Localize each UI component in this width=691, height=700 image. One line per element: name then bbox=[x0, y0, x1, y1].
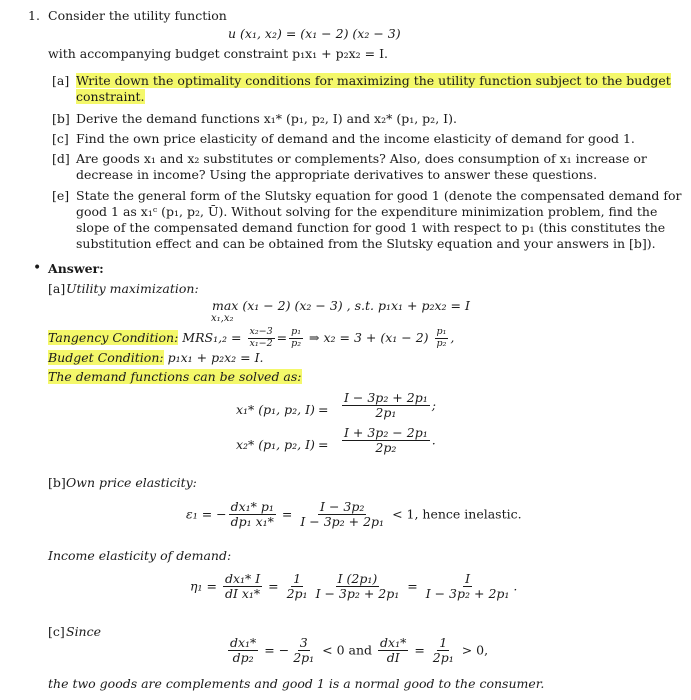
answer-c-label: [c] bbox=[48, 624, 65, 639]
x2-demand-rhs: $\frac{\text{I + 3p₂ − 2p₁}}{\text{2p₂}}$ . bbox=[344, 425, 436, 456]
tangency-frac-1: $\frac{\text{x₂−3}}{\text{x₁−2}}$ bbox=[249, 326, 273, 349]
part-e-line3: slope of the compensated demand function for good 1 with respect to p₁ (this constitutes the bbox=[76, 220, 666, 235]
question-number: 1. bbox=[28, 8, 40, 23]
part-d-line2: decrease in income? Using the appropriate derivatives to answer these questions. bbox=[76, 167, 598, 182]
tangency-frac-2: $\frac{\text{p₁}}{\text{p₂}}$ bbox=[291, 326, 302, 349]
answer-b-label: [b] bbox=[48, 475, 66, 490]
part-b-line1: Derive the demand functions x₁* (p₁, p₂, I) and x₂* (p₁, p₂, I). bbox=[76, 111, 457, 126]
budget-condition: Budget Condition: p₁x₁ + p₂x₂ = I. bbox=[48, 350, 264, 365]
max-expression: max (x₁ − 2) (x₂ − 3) , s.t. p₁x₁ + p₂x₂ = I bbox=[212, 298, 470, 313]
since-expression: $\frac{\text{dx₁*}}{\text{dp₂}}$ = − $\frac{3}{\text{2p₁}}$ < 0 and $\frac{\text{dx₁*}}{dI}$ = $\frac{1}{\text{2p₁}}$ > 0, bbox=[230, 635, 489, 666]
part-d-line1: Are goods x₁ and x₂ substitutes or complements? Also, does consumption of x₁ increase or bbox=[76, 151, 647, 166]
part-label: [b] bbox=[52, 111, 70, 126]
equals-sign: = bbox=[318, 402, 329, 417]
max-subscript: x₁,x₂ bbox=[211, 313, 234, 324]
x1-demand-lhs: x₁* (p₁, p₂, I) bbox=[236, 402, 315, 417]
part-c-line1: Find the own price elasticity of demand and the income elasticity of demand for good 1. bbox=[76, 131, 635, 146]
equals-sign: = bbox=[318, 437, 329, 452]
part-a-line1: Write down the optimality conditions for maximizing the utility function subject to the budget bbox=[76, 73, 671, 88]
part-e-line2: good 1 as x₁ᶜ (p₁, p₂, Ū). Without solving for the expenditure minimization problem, find the bbox=[76, 204, 658, 219]
budget-label: Budget Condition: bbox=[48, 350, 164, 365]
answer-heading: Answer: bbox=[48, 261, 104, 276]
answer-a-label: [a] bbox=[48, 281, 66, 296]
utility-equation: u (x₁, x₂) = (x₁ − 2) (x₂ − 3) bbox=[228, 26, 401, 41]
part-label: [a] bbox=[52, 73, 70, 88]
tangency-frac-3: $\frac{\text{p₁}}{\text{p₂}}$ bbox=[436, 326, 447, 349]
income-elasticity: η₁ = $\frac{\text{dx₁* I}}{\text{dI x₁*}}$ = $\frac{1}{\text{2p₁}}$ $\frac{\text{I (2p₁)}}{\text{I − 3p₂ + 2p₁}}$ = $\frac{I}{\text{I − 3p₂ + 2p₁}}$ . bbox=[190, 571, 518, 602]
part-label: [c] bbox=[52, 131, 69, 146]
budget-constraint-text: with accompanying budget constraint p₁x₁ + p₂x₂ = I. bbox=[48, 46, 389, 61]
answer-b-title: Own price elasticity: bbox=[66, 475, 197, 490]
part-e-line1: State the general form of the Slutsky equation for good 1 (denote the compensated demand for bbox=[76, 188, 682, 203]
answer-a-title: Utility maximization: bbox=[66, 281, 199, 296]
bullet-icon: • bbox=[33, 260, 42, 276]
x1-demand-rhs: $\frac{\text{I − 3p₂ + 2p₁}}{\text{2p₁}}$ ; bbox=[344, 390, 436, 421]
own-price-elasticity: ε₁ = − $\frac{\text{dx₁* p₁}}{\text{dp₁ x₁*}}$ = $\frac{\text{I − 3p₂}}{\text{I − 3p₂ + 2p₁}}$ < 1, hence inelastic. bbox=[186, 499, 522, 530]
question-intro: Consider the utility function bbox=[48, 8, 227, 23]
tangency-label: Tangency Condition: bbox=[48, 329, 179, 345]
part-a-line2: constraint. bbox=[76, 89, 145, 104]
part-e-line4: substitution effect and can be obtained from the Slutsky equation and your answers in [b]). bbox=[76, 236, 656, 251]
x2-demand-lhs: x₂* (p₁, p₂, I) bbox=[236, 437, 315, 452]
income-elasticity-title: Income elasticity of demand: bbox=[48, 548, 232, 563]
conclusion: the two goods are complements and good 1 is a normal good to the consumer. bbox=[48, 676, 545, 691]
part-label: [e] bbox=[52, 188, 70, 203]
answer-c-title: Since bbox=[66, 624, 102, 639]
demand-note: The demand functions can be solved as: bbox=[48, 369, 302, 384]
tangency-condition: Tangency Condition: MRS₁,₂ = $\frac{\text{x₂−3}}{\text{x₁−2}}$ = $\frac{\text{p₁}}{\text{p₂}}$ ⇒ x₂ = 3 + (x₁ − 2) $\frac{\text{p₁}}{\text{p₂}}$ , bbox=[48, 326, 455, 349]
part-label: [d] bbox=[52, 151, 70, 166]
